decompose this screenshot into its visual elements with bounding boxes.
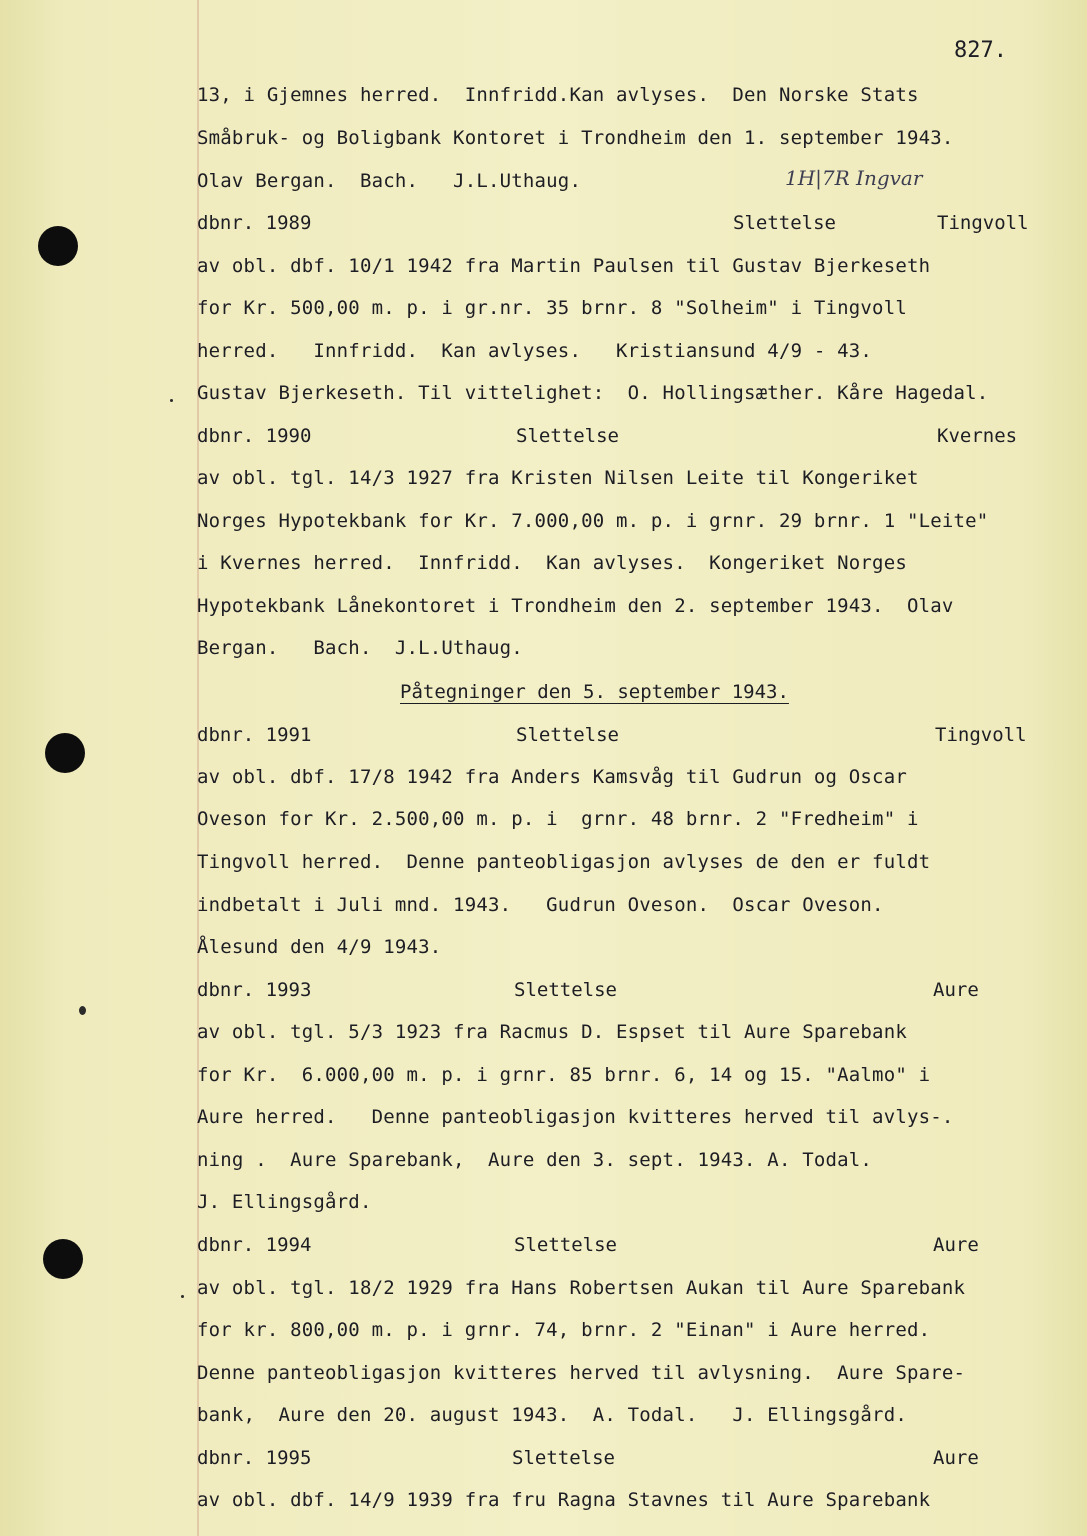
entry-type: Slettelse: [516, 425, 619, 447]
handwritten-annotation: 1H|7R Ingvar: [785, 166, 923, 190]
entry-number: dbnr. 1993: [197, 979, 312, 1001]
entry-type: Slettelse: [516, 724, 619, 746]
entry-place: Aure: [933, 979, 979, 1001]
entry-place: Tingvoll: [937, 212, 1029, 234]
text-line: Småbruk- og Boligbank Kontoret i Trondheim den 1. september 1943.: [197, 127, 954, 149]
text-line: Ålesund den 4/9 1943.: [197, 936, 442, 958]
ink-mark: [79, 1006, 86, 1015]
entry-number: dbnr. 1995: [197, 1447, 312, 1469]
entry-number: dbnr. 1991: [197, 724, 312, 746]
text-line: for Kr. 500,00 m. p. i gr.nr. 35 brnr. 8 "Solheim" i Tingvoll: [197, 297, 907, 319]
text-line: for kr. 800,00 m. p. i grnr. 74, brnr. 2 "Einan" i Aure herred.: [197, 1319, 931, 1341]
entry-place: Tingvoll: [935, 724, 1027, 746]
punch-hole-middle: [45, 733, 85, 773]
ink-speck: [181, 1295, 184, 1298]
text-line: Hypotekbank Lånekontoret i Trondheim den 2. september 1943. Olav: [197, 595, 954, 617]
text-line: av obl. tgl. 5/3 1923 fra Racmus D. Espset til Aure Sparebank: [197, 1021, 907, 1043]
text-line: Norges Hypotekbank for Kr. 7.000,00 m. p. i grnr. 29 brnr. 1 "Leite": [197, 510, 989, 532]
entry-number: dbnr. 1994: [197, 1234, 312, 1256]
entry-type: Slettelse: [514, 979, 617, 1001]
entry-type: Slettelse: [514, 1234, 617, 1256]
page-number: 827.: [954, 38, 1007, 63]
entry-place: Kvernes: [937, 425, 1018, 447]
entry-number: dbnr. 1989: [197, 212, 312, 234]
entry-type: Slettelse: [512, 1447, 615, 1469]
text-line: Denne panteobligasjon kvitteres herved til avlysning. Aure Spare-: [197, 1362, 966, 1384]
entry-place: Aure: [933, 1447, 979, 1469]
text-line: J. Ellingsgård.: [197, 1191, 372, 1213]
punch-hole-bottom: [43, 1239, 83, 1279]
text-line: av obl. dbf. 17/8 1942 fra Anders Kamsvåg til Gudrun og Oscar: [197, 766, 907, 788]
text-line: av obl. dbf. 14/9 1939 fra fru Ragna Stavnes til Aure Sparebank: [197, 1489, 931, 1511]
text-line: Bergan. Bach. J.L.Uthaug.: [197, 637, 523, 659]
text-line: av obl. tgl. 14/3 1927 fra Kristen Nilsen Leite til Kongeriket: [197, 467, 919, 489]
text-line: ning . Aure Sparebank, Aure den 3. sept. 1943. A. Todal.: [197, 1149, 873, 1171]
text-line: av obl. tgl. 18/2 1929 fra Hans Robertsen Aukan til Aure Sparebank: [197, 1277, 966, 1299]
text-line: for Kr. 6.000,00 m. p. i grnr. 85 brnr. 6, 14 og 15. "Aalmo" i: [197, 1064, 931, 1086]
entry-type: Slettelse: [733, 212, 836, 234]
text-line: bank, Aure den 20. august 1943. A. Todal. J. Ellingsgård.: [197, 1404, 907, 1426]
text-line: Oveson for Kr. 2.500,00 m. p. i grnr. 48 brnr. 2 "Fredheim" i: [197, 808, 919, 830]
entry-place: Aure: [933, 1234, 979, 1256]
text-line: Gustav Bjerkeseth. Til vittelighet: O. Hollingsæther. Kåre Hagedal.: [197, 382, 989, 404]
text-line: indbetalt i Juli mnd. 1943. Gudrun Oveson. Oscar Oveson.: [197, 894, 884, 916]
text-line: Aure herred. Denne panteobligasjon kvitteres herved til avlys-.: [197, 1106, 954, 1128]
ink-speck: [170, 399, 173, 402]
text-line: i Kvernes herred. Innfridd. Kan avlyses. Kongeriket Norges: [197, 552, 907, 574]
text-line: herred. Innfridd. Kan avlyses. Kristiansund 4/9 - 43.: [197, 340, 873, 362]
text-line: 13, i Gjemnes herred. Innfridd.Kan avlyses. Den Norske Stats: [197, 84, 919, 106]
text-line: Tingvoll herred. Denne panteobligasjon avlyses de den er fuldt: [197, 851, 931, 873]
entry-number: dbnr. 1990: [197, 425, 312, 447]
punch-hole-top: [38, 226, 78, 266]
section-heading: Påtegninger den 5. september 1943.: [400, 681, 789, 703]
text-line: av obl. dbf. 10/1 1942 fra Martin Paulsen til Gustav Bjerkeseth: [197, 255, 931, 277]
text-line: Olav Bergan. Bach. J.L.Uthaug.: [197, 170, 582, 192]
